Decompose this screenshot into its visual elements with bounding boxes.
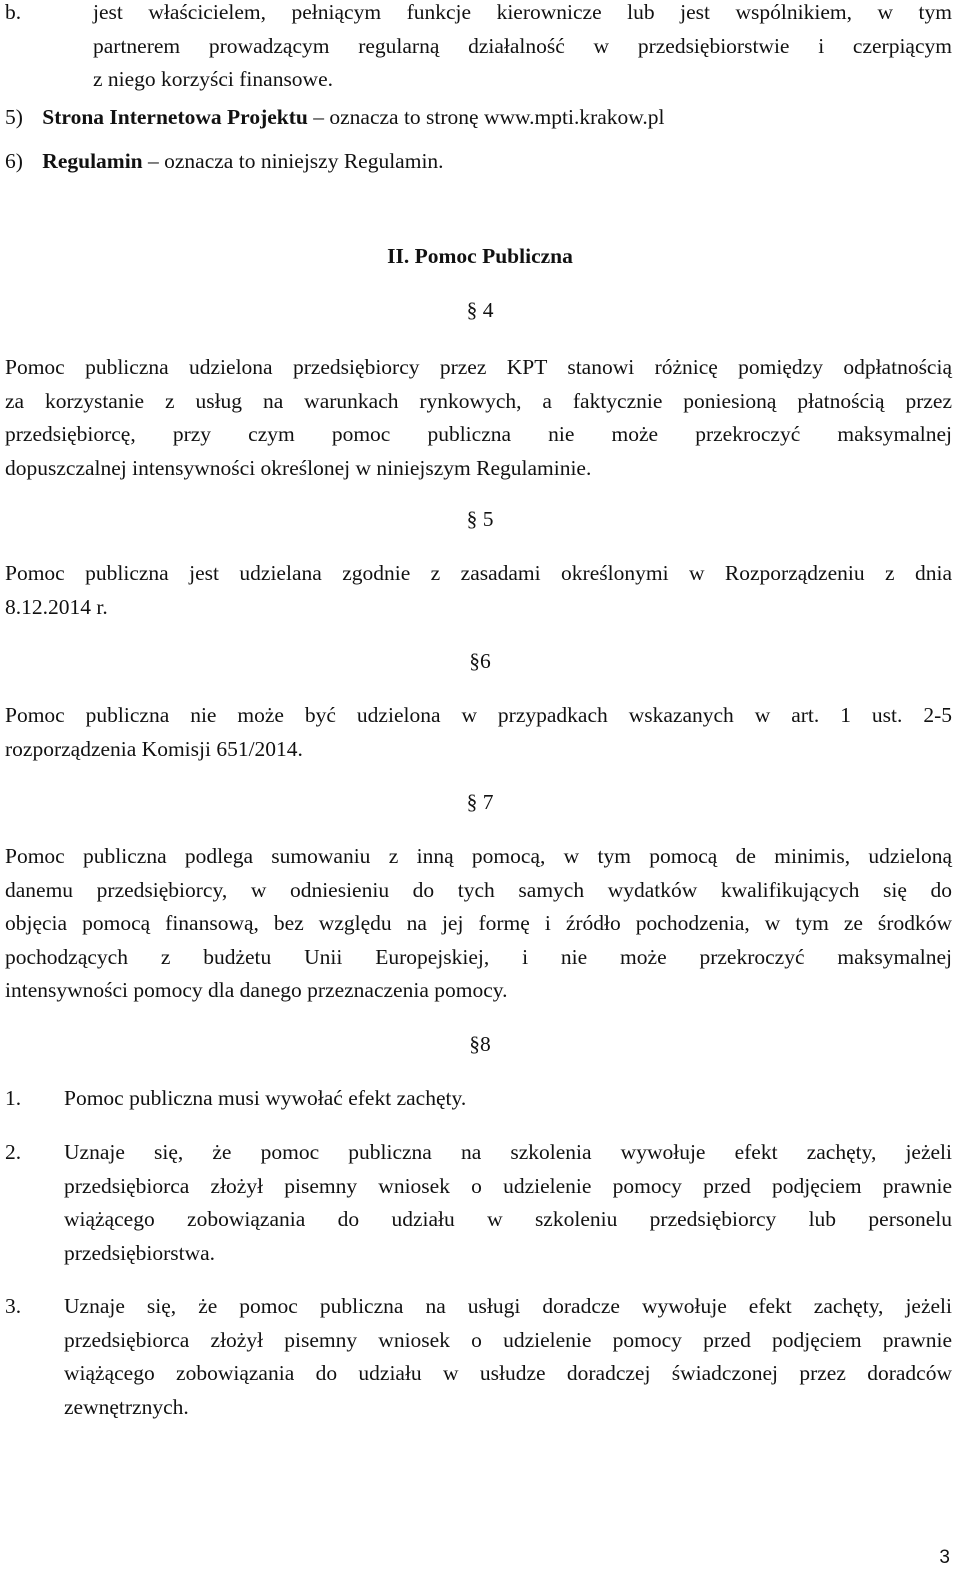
definition-6 <box>5 145 952 179</box>
text-line: z niego korzyści finansowe. <box>93 67 334 91</box>
text-line: Pomoc publiczna udzielona przedsiębiorcy przez KPT stanowi różnicę pomiędzy odpłatnością <box>5 355 952 379</box>
section-mark-6: §6 <box>469 649 491 673</box>
chapter-title: II. Pomoc Publiczna <box>387 244 573 268</box>
definition-text: – oznacza to niniejszy Regulamin. <box>142 149 444 173</box>
text-line: wiążącego zobowiązania do udziału w szkoleniu przedsiębiorcy lub personelu <box>64 1207 952 1231</box>
text-line: 8.12.2014 r. <box>5 594 108 619</box>
text-line: przedsiębiorcę, przy czym pomoc publiczna nie może przekroczyć maksymalnej <box>5 422 952 446</box>
definition-5 <box>5 101 952 135</box>
section-4-paragraph <box>5 351 952 485</box>
text-line: zewnętrznych. <box>64 1394 189 1419</box>
definition-number: 6) <box>5 149 23 173</box>
section-7-paragraph <box>5 840 952 1008</box>
text-line: przedsiębiorstwa. <box>64 1240 216 1265</box>
text-line: intensywności pomocy dla danego przeznaczenia pomocy. <box>5 978 508 1002</box>
text-line: pochodzących z budżetu Unii Europejskiej, i nie może przekroczyć maksymalnej <box>5 944 952 969</box>
section-mark-7: § 7 <box>466 790 494 814</box>
definition-term: Regulamin <box>42 149 143 173</box>
text-line: Pomoc publiczna jest udzielana zgodnie z zasadami określonymi w Rozporządzeniu z dnia <box>5 561 952 585</box>
text-line: przedsiębiorca złożył pisemny wniosek o udzielenie pomocy przed podjęciem prawnie <box>64 1327 952 1352</box>
text-line: rozporządzenia Komisji 651/2014. <box>5 736 303 761</box>
text-line: danemu przedsiębiorcy, w odniesieniu do tych samych wydatków kwalifikujących się do <box>5 877 952 902</box>
list-number: 1. <box>5 1086 22 1110</box>
section-6-paragraph <box>5 699 952 766</box>
text-line: jest właścicielem, pełniącym funkcje kierownicze lub jest wspólnikiem, w tym <box>93 0 952 24</box>
text-line: Uznaje się, że pomoc publiczna na usługi doradcze wywołuje efekt zachęty, jeżeli <box>64 1294 952 1318</box>
section-mark-8: §8 <box>469 1032 491 1056</box>
definition-number: 5) <box>5 105 23 129</box>
section-5-paragraph <box>5 557 952 624</box>
section-mark-4: § 4 <box>466 298 494 322</box>
list-number: 3. <box>5 1294 22 1318</box>
list-marker: b. <box>5 0 22 24</box>
text-line: wiążącego zobowiązania do udziału w usłudze doradczej świadczonej przez doradców <box>64 1361 952 1385</box>
text-line: dopuszczalnej intensywności określonej w niniejszym Regulaminie. <box>5 455 592 480</box>
page-number: 3 <box>939 1547 950 1568</box>
definition-text: – oznacza to stronę www.mpti.krakow.pl <box>307 105 665 129</box>
text-line: Pomoc publiczna podlega sumowaniu z inną pomocą, w tym pomocą de minimis, udzieloną <box>5 844 952 868</box>
text-line: za korzystanie z usług na warunkach rynkowych, a faktycznie poniesioną płatnością przez <box>5 388 952 413</box>
text-line: partnerem prowadzącym regularną działalność w przedsiębiorstwie i czerpiącym <box>93 33 952 58</box>
section-mark-5: § 5 <box>466 507 494 531</box>
text-line: Pomoc publiczna nie może być udzielona w przypadkach wskazanych w art. 1 ust. 2-5 <box>5 703 952 727</box>
definition-term: Strona Internetowa Projektu <box>42 105 308 129</box>
list-number: 2. <box>5 1140 22 1164</box>
text-line: przedsiębiorca złożył pisemny wniosek o udzielenie pomocy przed podjęciem prawnie <box>64 1173 952 1198</box>
text-line: Pomoc publiczna musi wywołać efekt zachęty. <box>64 1086 467 1110</box>
text-line: objęcia pomocą finansową, bez względu na jej formę i źródło pochodzenia, w tym ze środków <box>5 911 952 935</box>
text-line: Uznaje się, że pomoc publiczna na szkolenia wywołuje efekt zachęty, jeżeli <box>64 1140 952 1164</box>
